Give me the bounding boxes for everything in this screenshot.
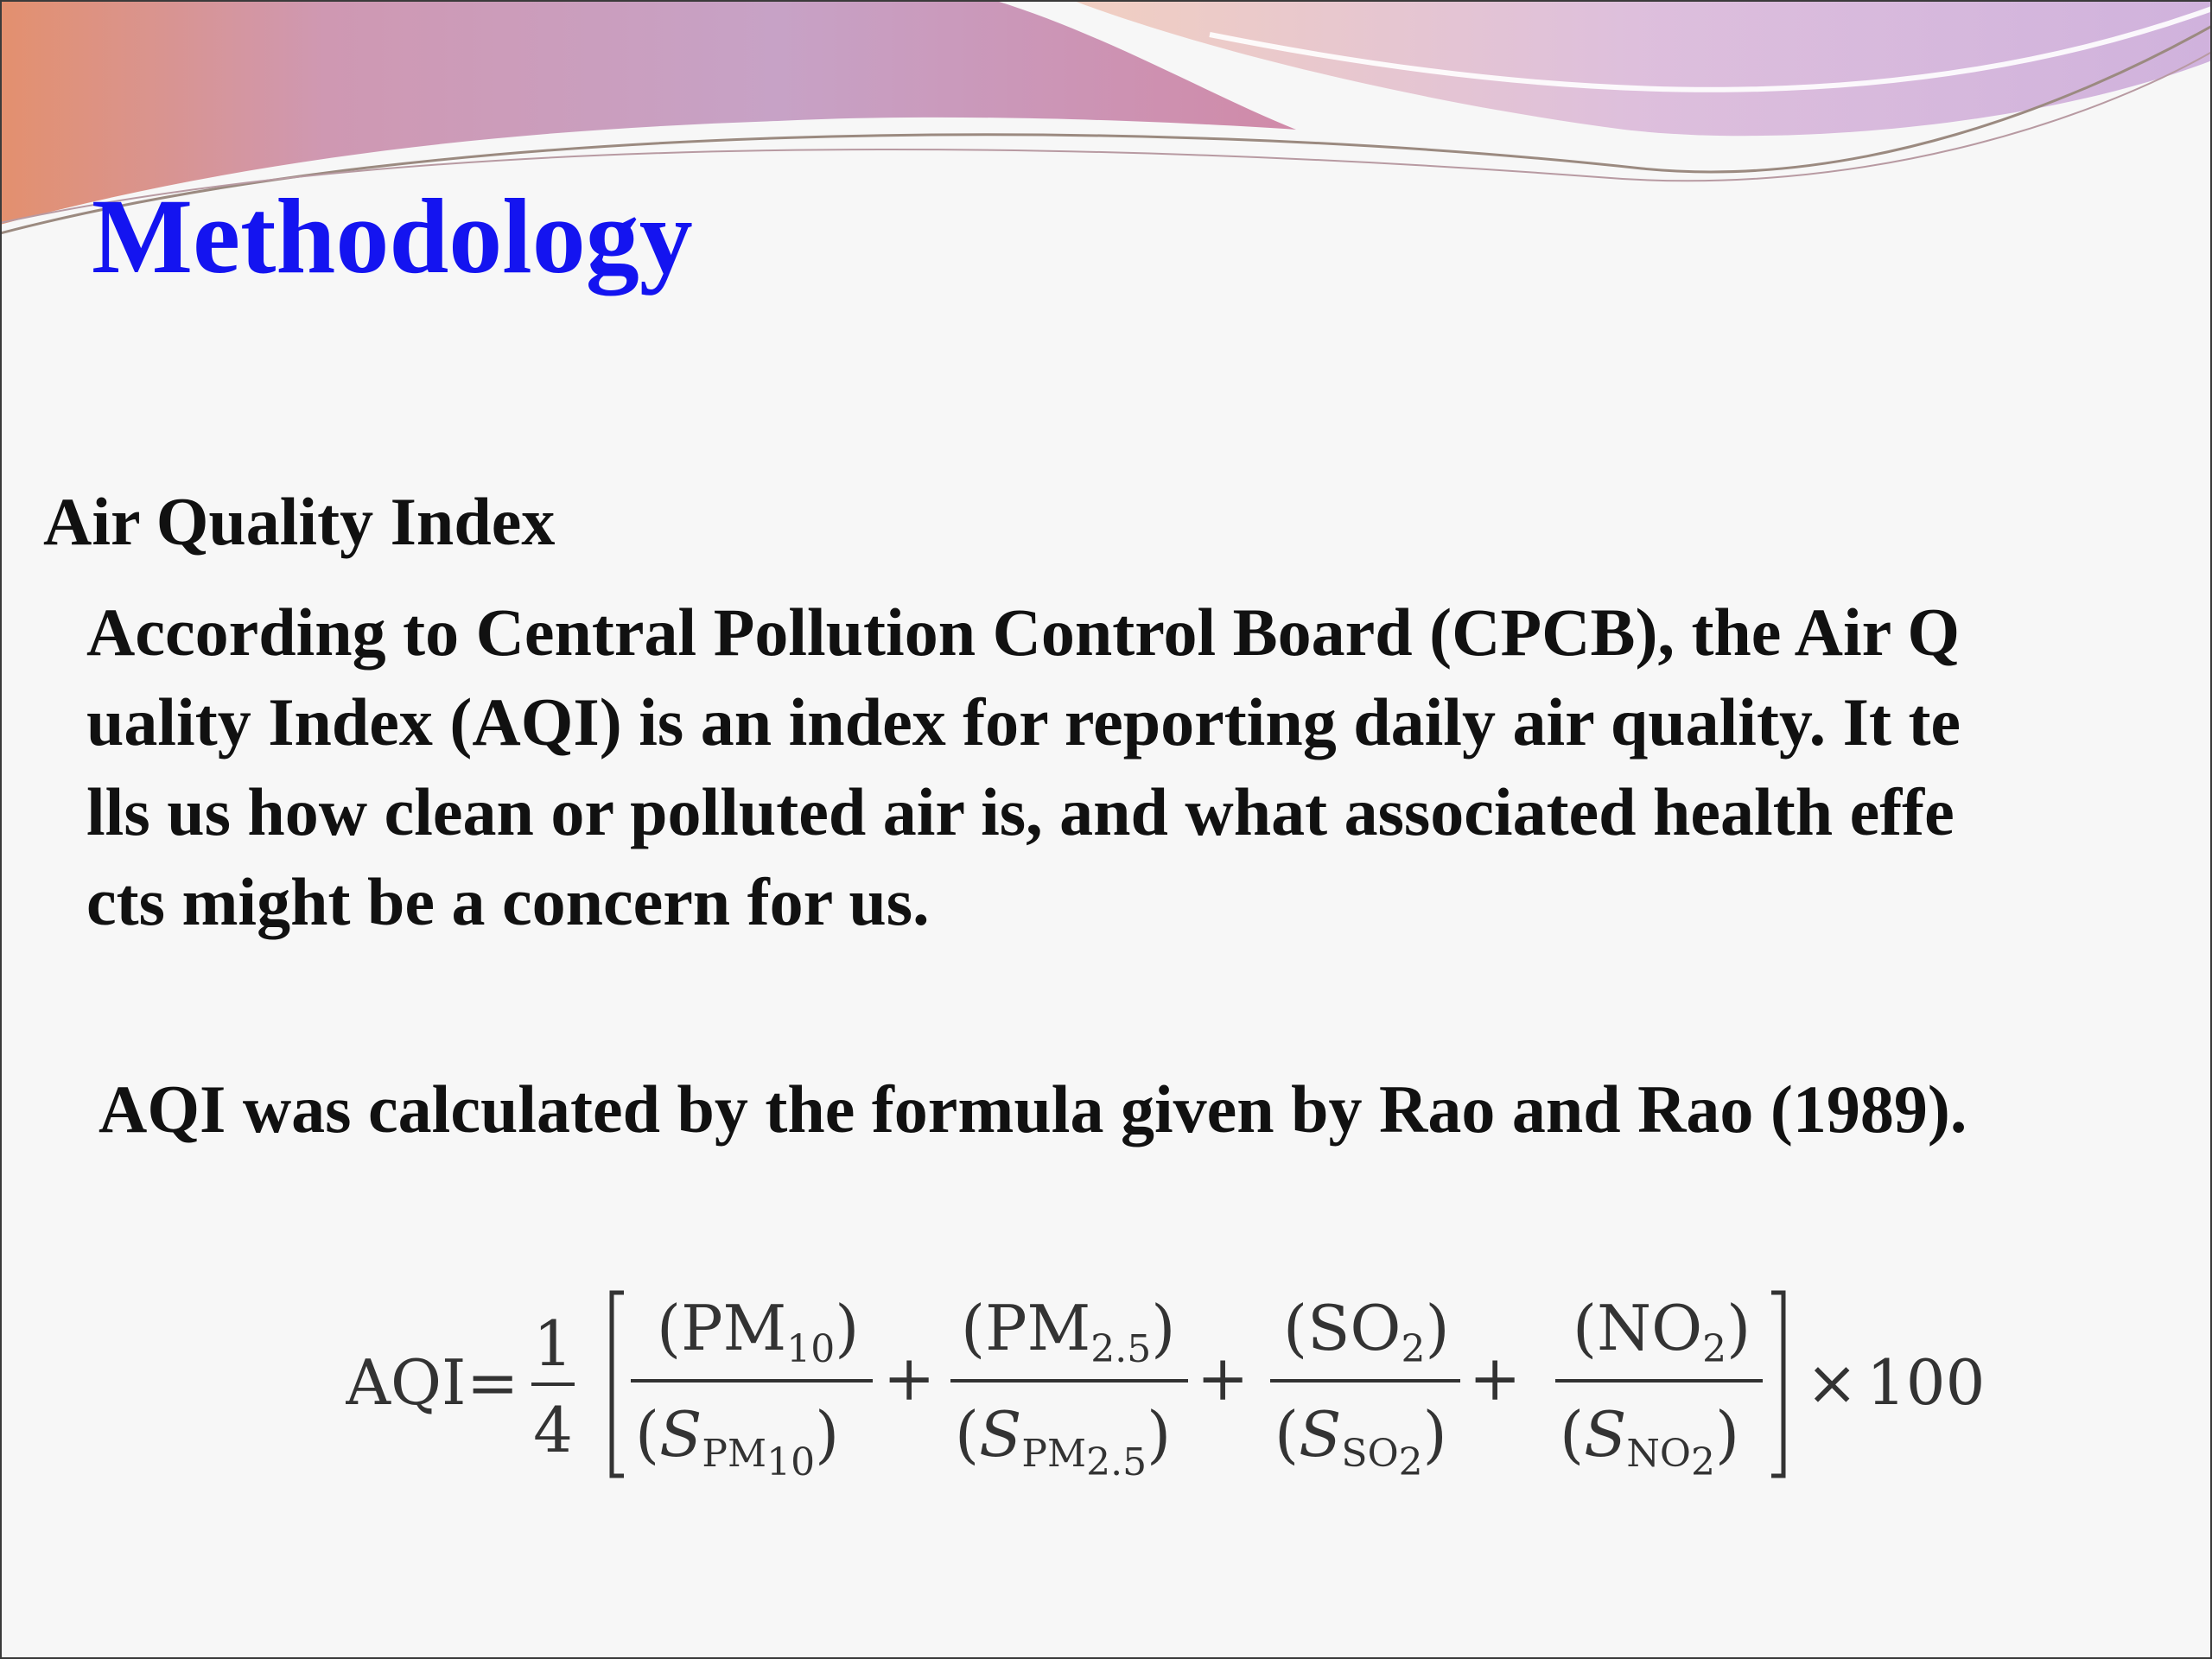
term-so2 [1270,1292,1460,1484]
svg-text:(SNO2): (SNO2) [1560,1398,1740,1484]
term-pm25 [950,1292,1188,1484]
section-heading: Air Quality Index [43,484,556,559]
aqi-definition-paragraph [86,588,2195,947]
times-operator: × [1806,1346,1859,1419]
svg-text:(PM2.5): (PM2.5) [961,1292,1176,1371]
svg-text:(PM10): (PM10) [657,1292,860,1371]
right-bracket [1771,1293,1783,1476]
svg-text:(NO2): (NO2) [1573,1292,1751,1371]
svg-text:(SPM10): (SPM10) [635,1398,840,1484]
multiplier: 100 [1866,1346,1986,1419]
paragraph-line: lls us how clean or polluted air is, and what associated health effe [86,774,1955,849]
fraction-denominator: 4 [533,1394,573,1466]
term-no2 [1555,1292,1763,1484]
formula-equals: = [467,1346,519,1419]
plus-operator: + [1469,1342,1522,1414]
aqi-formula [346,1279,2031,1503]
slide-title: Methodology [92,177,693,296]
svg-text:(SPM2.5): (SPM2.5) [955,1398,1172,1484]
svg-text:(SSO2): (SSO2) [1274,1398,1447,1484]
paragraph-line: uality Index (AQI) is an index for reporting daily air quality. It te [86,684,1961,760]
paragraph-line: cts might be a concern for us. [86,864,930,939]
svg-text:(SO2): (SO2) [1283,1292,1450,1371]
fraction-numerator: 1 [533,1307,573,1380]
term-pm10 [631,1292,873,1484]
left-bracket [612,1293,624,1476]
plus-operator: + [1197,1342,1249,1414]
plus-operator: + [883,1342,936,1414]
formula-intro-text: AQI was calculated by the formula given by Rao and Rao (1989). [99,1071,1967,1147]
formula-lhs: AQI [346,1346,467,1419]
paragraph-line: According to Central Pollution Control Board (CPCB), the Air Q [86,594,1961,670]
